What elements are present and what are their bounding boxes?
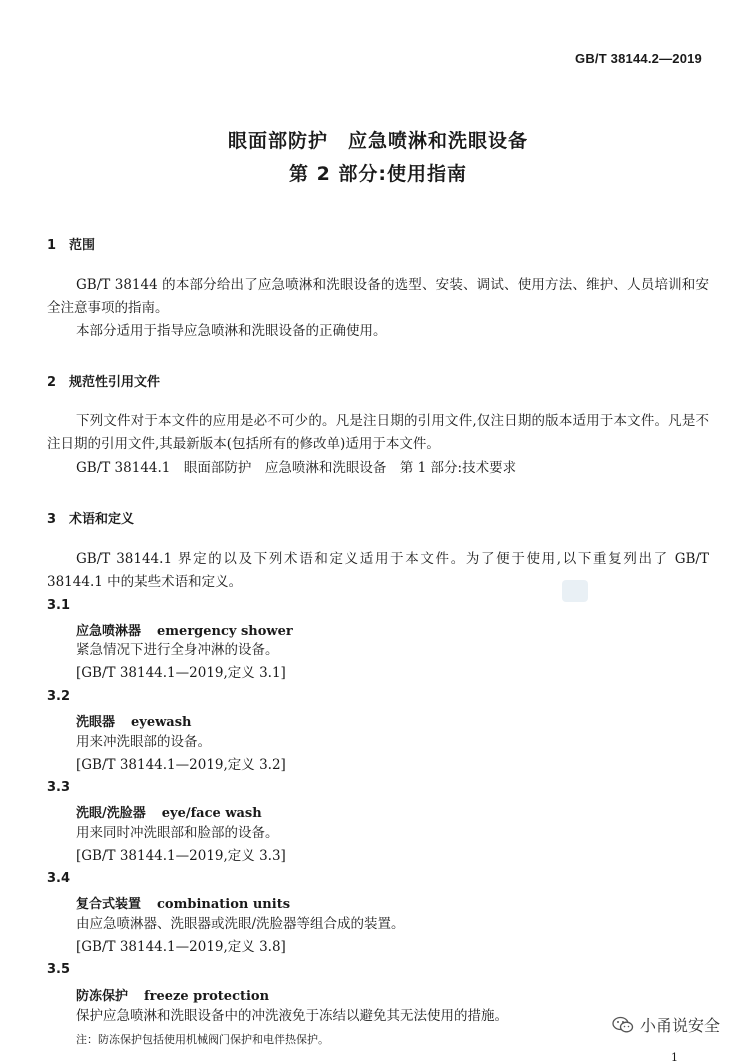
term-source: [GB/T 38144.1—2019,定义 3.2] [76, 757, 286, 773]
watermark-logo [562, 580, 588, 602]
standard-code: GB/T 38144.2—2019 [575, 51, 702, 66]
section-number: 3 [47, 512, 57, 527]
term-entry [76, 620, 293, 639]
term-english: eye/face wash [161, 806, 262, 821]
term-chinese: 应急喷淋器 [76, 624, 142, 639]
term-english: emergency shower [157, 624, 293, 639]
term-english: eyewash [131, 715, 192, 730]
section-title: 范围 [69, 238, 96, 253]
term-source: [GB/T 38144.1—2019,定义 3.1] [76, 665, 286, 681]
section-heading [47, 234, 95, 253]
section-heading [47, 371, 160, 390]
paragraph: 下列文件对于本文件的应用是必不可少的。凡是注日期的引用文件,仅注日期的版本适用于本文件。凡是不注日期的引用文件,其最新版本(包括所有的修改单)适用于本文件。 [47, 413, 709, 452]
term-definition: 用来同时冲洗眼部和脸部的设备。 [76, 825, 279, 841]
term-entry [76, 802, 262, 821]
term-entry [76, 893, 290, 912]
paragraph: GB/T 38144 的本部分给出了应急喷淋和洗眼设备的选型、安装、调试、使用方法、维护、人员培训和安全注意事项的指南。 [47, 277, 709, 316]
clause-number: 3.2 [47, 689, 71, 704]
section-heading [47, 508, 134, 527]
term-source: [GB/T 38144.1—2019,定义 3.3] [76, 848, 286, 864]
clause-number: 3.5 [47, 962, 71, 977]
section-title: 术语和定义 [69, 512, 135, 527]
section-title: 规范性引用文件 [69, 375, 161, 390]
section-number: 2 [47, 375, 57, 390]
term-english: freeze protection [144, 989, 270, 1004]
paragraph: GB/T 38144.1 界定的以及下列术语和定义适用于本文件。为了便于使用,以下重复列出了 GB/T 38144.1 中的某些术语和定义。 [47, 551, 709, 590]
paragraph: 本部分适用于指导应急喷淋和洗眼设备的正确使用。 [76, 323, 387, 339]
term-definition: 用来冲洗眼部的设备。 [76, 734, 211, 750]
account-badge [612, 1013, 720, 1036]
term-chinese: 防冻保护 [76, 989, 129, 1004]
term-source: [GB/T 38144.1—2019,定义 3.8] [76, 939, 286, 955]
term-english: combination units [157, 897, 291, 912]
term-chinese: 洗眼器 [76, 715, 116, 730]
term-definition: 由应急喷淋器、洗眼器或洗眼/洗脸器等组合成的装置。 [76, 916, 405, 932]
term-entry [76, 985, 269, 1004]
term-definition: 保护应急喷淋和洗眼设备中的冲洗液免于冻结以避免其无法使用的措施。 [76, 1008, 508, 1024]
clause-number: 3.4 [47, 871, 71, 886]
note: 注：防冻保护包括使用机械阀门保护和电伴热保护。 [76, 1033, 329, 1046]
section-number: 1 [47, 238, 57, 253]
term-definition: 紧急情况下进行全身冲淋的设备。 [76, 642, 279, 658]
normative-reference: GB/T 38144.1 眼面部防护 应急喷淋和洗眼设备 第 1 部分:技术要求 [76, 460, 517, 476]
clause-number: 3.3 [47, 780, 71, 795]
wechat-icon [612, 1016, 634, 1034]
page-number: 1 [671, 1051, 678, 1064]
term-chinese: 复合式装置 [76, 897, 142, 912]
document-subtitle: 第 2 部分:使用指南 [288, 163, 468, 185]
term-chinese: 洗眼/洗脸器 [76, 806, 146, 821]
term-entry [76, 711, 192, 730]
account-name: 小甬说安全 [640, 1016, 721, 1035]
clause-number: 3.1 [47, 598, 71, 613]
document-title: 眼面部防护 应急喷淋和洗眼设备 [227, 130, 528, 152]
